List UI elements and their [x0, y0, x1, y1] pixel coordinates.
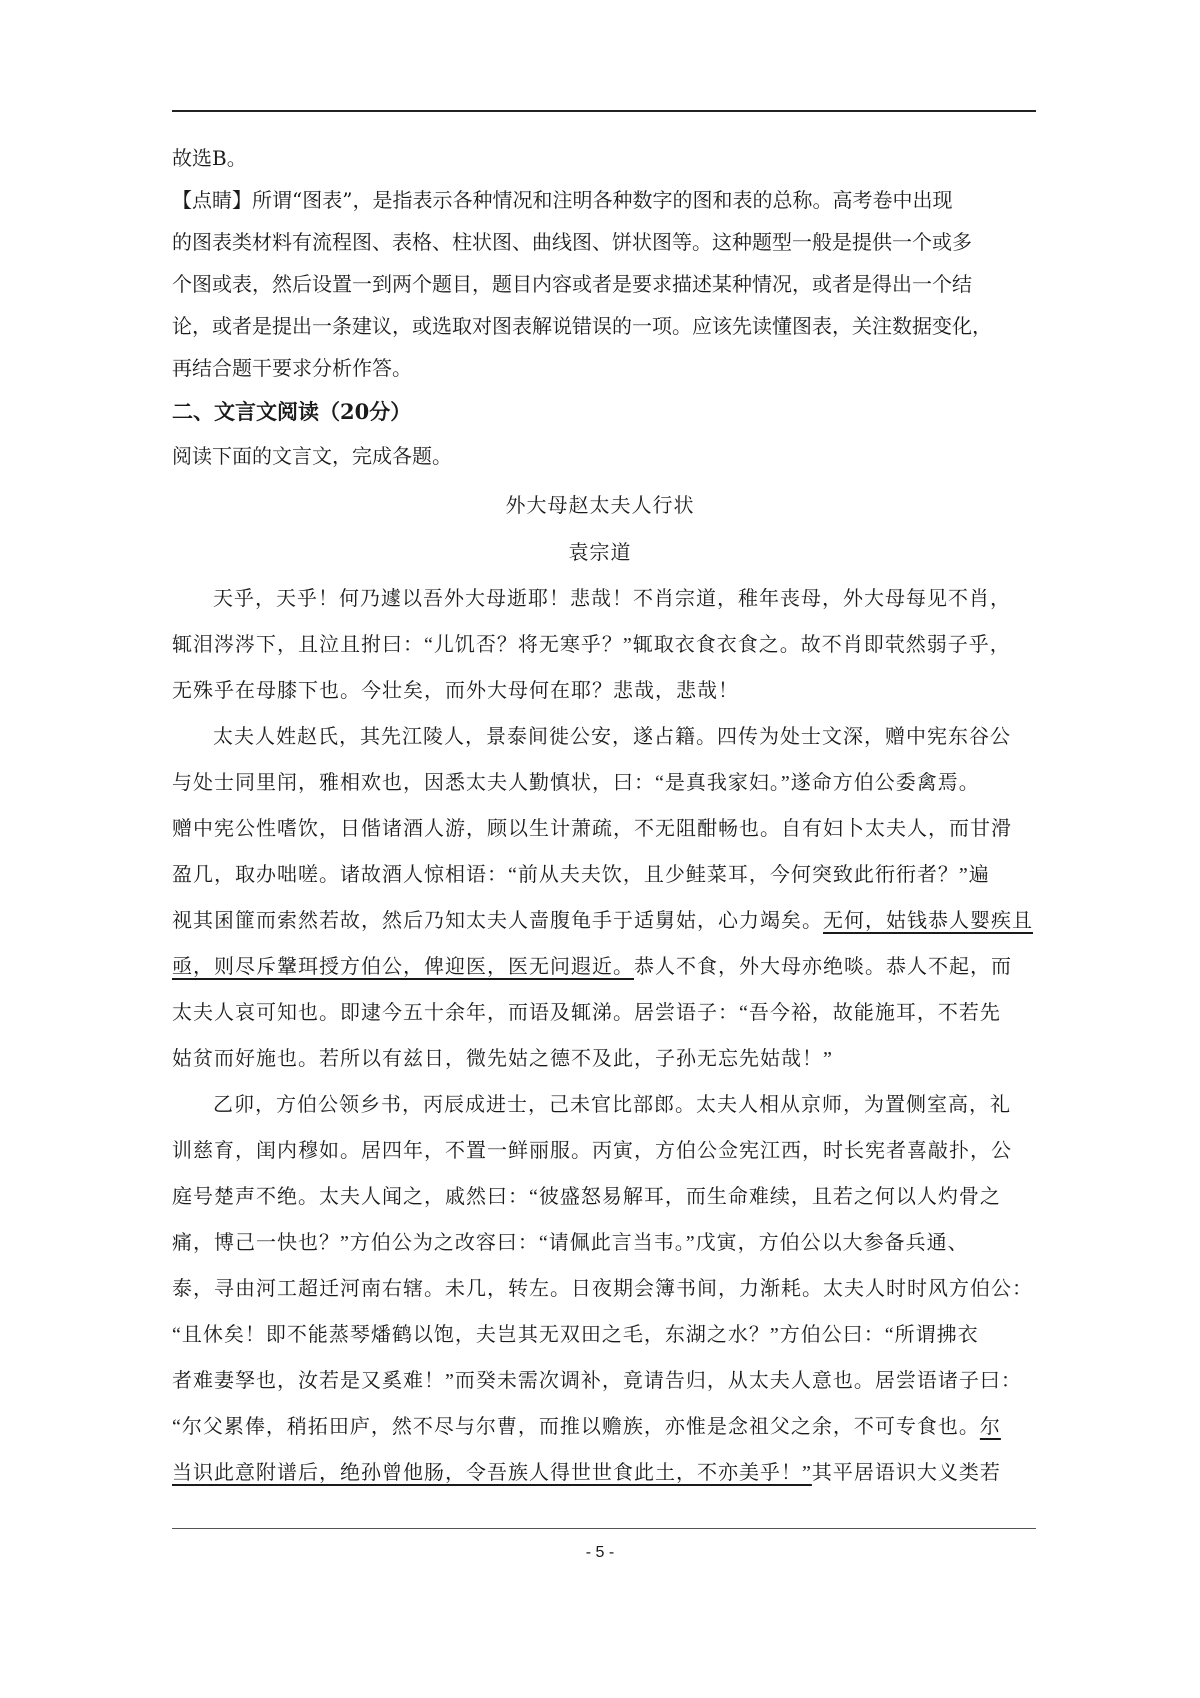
passage-line: 无殊乎在母膝下也。今壮矣，而外大母何在耶？悲哉，悲哉！	[172, 680, 739, 702]
instruction: 阅读下面的文言文，完成各题。	[172, 444, 452, 468]
footer-rule	[172, 1528, 1036, 1529]
page-number: - 5 -	[585, 1544, 615, 1561]
passage-line: 庭号楚声不绝。太夫人闻之，戚然曰：“彼盛怒易解耳，而生命难续，且若之何以人灼骨之	[172, 1186, 1001, 1208]
passage-line: 太夫人哀可知也。即逮今五十余年，而语及辄涕。居尝语子：“吾今裕，故能施耳，不若先	[172, 1002, 1001, 1024]
underlined-sentence: 亟，则尽斥鞶珥授方伯公，俾迎医，医无问遐近。	[172, 956, 634, 978]
note-line: 再结合题干要求分析作答。	[172, 356, 412, 380]
section-title: 二、文言文阅读（20分）	[172, 399, 412, 424]
note-line: 【点睛】所谓“图表”，是指表示各种情况和注明各种数字的图和表的总称。高考卷中出现	[172, 188, 953, 212]
passage-text: “尔父累俸，稍拓田庐，然不尽与尔曹，而推以赡族，亦惟是念祖父之余，不可专食也。	[172, 1416, 980, 1438]
passage-line: 姑贫而好施也。若所以有兹日，微先姑之德不及此，子孙无忘先姑哉！”	[172, 1048, 833, 1070]
passage-line: 赠中宪公性嗜饮，日偕诸酒人游，顾以生计萧疏，不无阻酣畅也。自有妇卜太夫人，而甘滑	[172, 818, 1012, 840]
passage-line	[172, 1459, 1001, 1487]
passage-line	[172, 953, 1012, 981]
passage-author: 袁宗道	[568, 542, 632, 564]
passage-line: 与处士同里闬，雅相欢也，因悉太夫人勤慎状，曰：“是真我家妇。”遂命方伯公委禽焉。	[172, 772, 980, 794]
header-rule	[172, 110, 1036, 112]
note-line: 的图表类材料有流程图、表格、柱状图、曲线图、饼状图等。这种题型一般是提供一个或多	[172, 230, 972, 254]
note-line: 论，或者是提出一条建议，或选取对图表解说错误的一项。应该先读懂图表，关注数据变化，	[172, 314, 992, 338]
passage-line	[172, 1413, 1001, 1441]
passage-line: 训慈育，闺内穆如。居四年，不置一鲜丽服。丙寅，方伯公佥宪江西，时长宪者喜敲扑，公	[172, 1140, 1012, 1162]
passage-text: 恭人不食，外大母亦绝啖。恭人不起，而	[634, 956, 1012, 978]
passage-line: 痛，博己一快也？”方伯公为之改容曰：“请佩此言当韦。”戊寅，方伯公以大参备兵通、	[172, 1232, 969, 1254]
underlined-sentence: 无何，姑钱恭人婴疾且	[823, 910, 1033, 932]
passage-text: 其平居语识大义类若	[811, 1462, 1001, 1484]
passage-line	[172, 907, 1033, 935]
passage-line: 辄泪涔涔下，且泣且拊曰：“儿饥否？将无寒乎？”辄取衣食衣食之。故不肖即茕然弱子乎，	[172, 634, 1011, 656]
underlined-sentence: 尔	[979, 1416, 1001, 1438]
passage-line: 天乎，天乎！何乃遽以吾外大母逝耶！悲哉！不肖宗道，稚年丧母，外大母每见不肖，	[213, 588, 1011, 610]
passage-title: 外大母赵太夫人行状	[505, 495, 695, 517]
passage-line: 者难妻孥也，汝若是又奚难！”而癸未需次调补，竟请告归，从太夫人意也。居尝语诸子曰：	[172, 1370, 1022, 1392]
passage-line: 太夫人姓赵氏，其先江陵人，景泰间徙公安，遂占籍。四传为处士文深，赠中宪东谷公	[213, 726, 1011, 748]
answer-line: 故选B。	[172, 146, 247, 170]
passage-line: “且休矣！即不能蒸琴燔鹤以饱，夫岂其无双田之毛，东湖之水？”方伯公曰：“所谓拂衣	[172, 1324, 979, 1346]
underlined-sentence: 当识此意附谱后，绝孙曾他肠，令吾族人得世世食此土，不亦美乎！”	[172, 1462, 812, 1484]
passage-line: 乙卯，方伯公领乡书，丙辰成进士，己未官比部郎。太夫人相从京师，为置侧室高，礼	[213, 1094, 1011, 1116]
passage-line: 盈几，取办咄嗟。诸故酒人惊相语：“前从夫夫饮，且少鲑菜耳，今何突致此衎衎者？”遍	[172, 864, 990, 886]
passage-line: 泰，寻由河工超迁河南右辖。未几，转左。日夜期会簿书间，力渐耗。太夫人时时风方伯公：	[172, 1278, 1033, 1300]
note-line: 个图或表，然后设置一到两个题目，题目内容或者是要求描述某种情况，或者是得出一个结	[172, 272, 972, 296]
passage-text: 视其囷篚而索然若故，然后乃知太夫人啬腹龟手于适舅姑，心力竭矣。	[172, 910, 823, 932]
